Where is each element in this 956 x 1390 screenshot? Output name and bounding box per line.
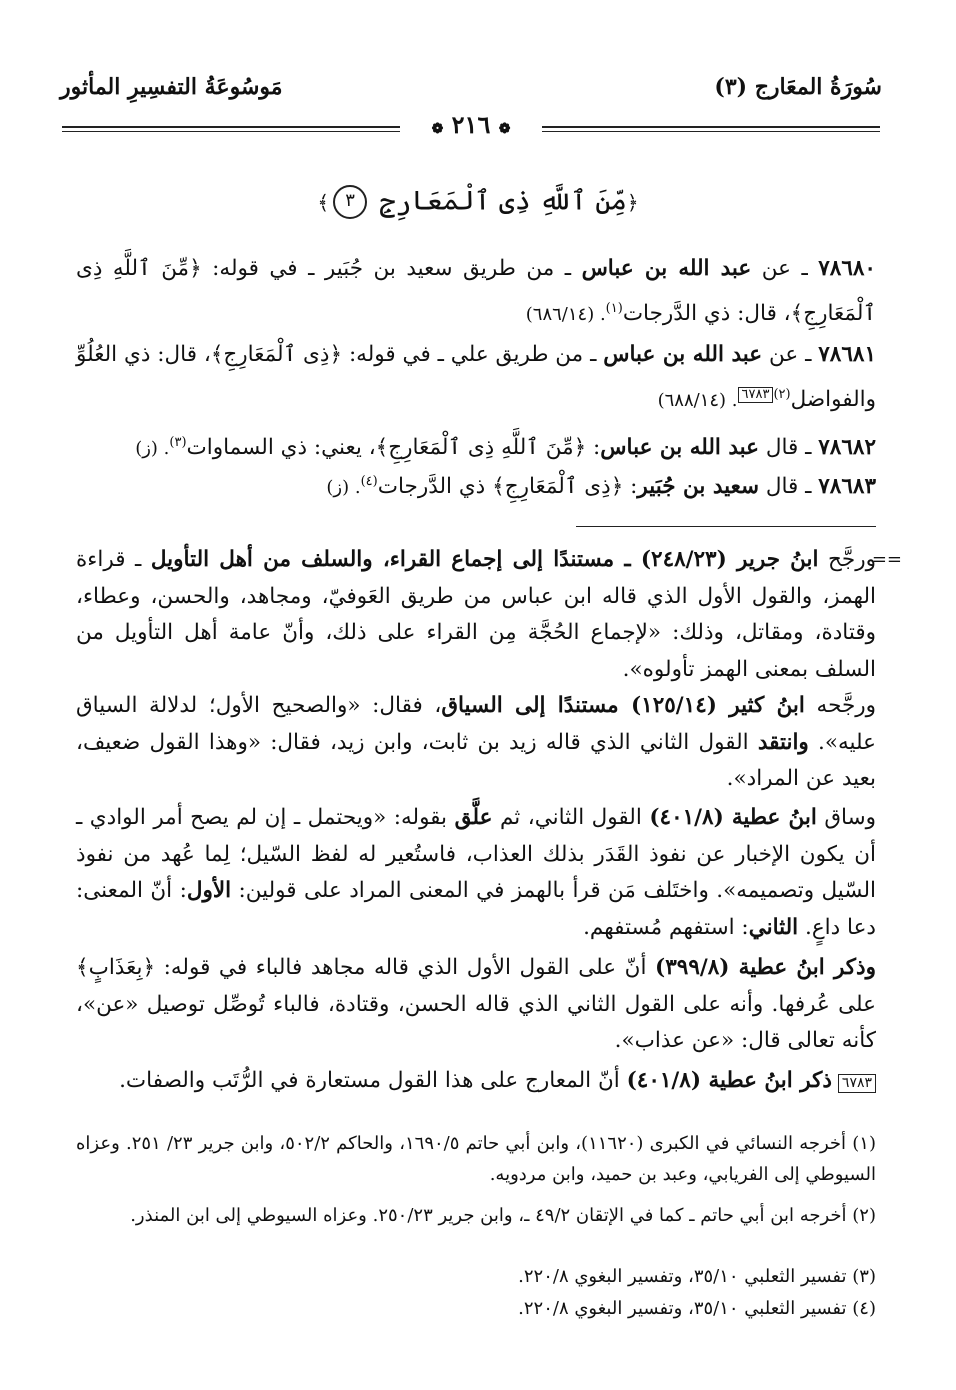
ornament-icon: ❁ — [498, 121, 511, 137]
entry-text: ، يعني: ذي السماوات — [186, 435, 376, 461]
commentary-ref-box: ٦٧٨٣ — [838, 1074, 876, 1093]
footnote-ref: (٤) — [360, 474, 378, 489]
commentary-bold: وذكر ابنُ عطية (٣٩٩/٨) — [655, 955, 876, 980]
entry-number: ٧٨٦٨٢ — [818, 435, 876, 461]
narration-entry — [76, 462, 876, 508]
commentary-text: وساق — [816, 805, 876, 830]
running-header — [60, 72, 882, 112]
rule-line — [542, 126, 880, 128]
footnote — [76, 1261, 876, 1292]
entry-text: ـ عن — [762, 342, 819, 367]
footnote — [76, 1293, 876, 1324]
entry-number: ٧٨٦٨١ — [818, 342, 876, 367]
commentary-text: أنّ المعارج على هذا القول مستعارة في الرُّتَب والصفات. — [119, 1068, 627, 1093]
commentary-text: ، فقال: «والصحيح الأول؛ لدلالة السياق عليه». — [76, 693, 876, 755]
commentary-bold: ابنُ كثير (١٢٥/١٤) مستندًا إلى السياق — [441, 693, 805, 718]
commentary-bold: علَّق — [454, 805, 493, 830]
commentary-text: القول الثاني، ثم — [492, 805, 650, 830]
commentary-text: القول الثاني الذي قاله زيد بن ثابت، وابن زيد، فقال: «وهذا القول ضعيف، بعيد عن المراد». — [76, 729, 876, 791]
commentary-text: على عُرفها. وأنه على القول الثاني الذي قاله الحسن، وقتادة، فالباء تُوصِّل توصيل «عن»، كأنه تعالى قال: «عن عذاب». — [76, 991, 876, 1053]
entry-number: ٧٨٦٨٣ — [818, 474, 876, 500]
surah-title: سُورَةُ المعَارج (٣) — [714, 74, 882, 100]
ornament-icon: ❁ — [431, 121, 444, 137]
entry-text: ـ من طريق علي ـ في قوله: — [342, 342, 604, 367]
footnote-ref: (٣) — [169, 435, 187, 450]
continuation-mark: == — [871, 549, 902, 570]
entry-text: ، قال: ذي العُلُوِّ والفواضل — [76, 342, 876, 413]
entry-number: ٧٨٦٨٠ — [818, 256, 876, 281]
entry-text: ، قال: ذي الدَّرجات — [622, 301, 791, 327]
entry-text: : — [623, 474, 638, 500]
volume-ref: . (٦٨٦/١٤) — [525, 304, 606, 326]
commentary-paragraph — [76, 688, 876, 798]
book-title: مَوسُوعَةُ التفسِيرِ المأثور — [60, 74, 283, 100]
narration-entry — [76, 249, 876, 335]
commentary-text: ورجَّح — [818, 547, 876, 572]
commentary-text: ـ قراءة الهمز، والقول الأول الذي قاله ابن عباس من طريق العَوفيّ، ومجاهد، والحسن، وعطاء، وقتادة، ومقاتل، وذلك: «لإجماع الحُجَّة مِن القراء على ذلك، وأنّ عامة أهل التأويل من السلف بمعنى الهمز تأولوه». — [76, 547, 876, 682]
narrator-name: سعيد بن جُبَير — [637, 474, 759, 500]
narrator-name: عبد الله بن عباس — [581, 256, 752, 281]
footnote-ref: (١) — [605, 301, 623, 316]
footnote — [76, 1200, 876, 1231]
verse-text: مِّنَ ٱللَّهِ ذِى ٱلْمَعَارِجِ — [379, 185, 627, 217]
commentary-bold: الأول — [186, 878, 232, 903]
entry-text: ـ قال — [758, 474, 819, 500]
footnote-text: (٣) تفسير الثعلبي ٣٥/١٠، وتفسير البغوي ٢٢٠/٨. — [518, 1266, 876, 1287]
entry-text: : — [586, 435, 601, 461]
narrator-name: عبد الله بن عباس — [603, 342, 763, 367]
narration-entry — [76, 335, 876, 421]
rule-line — [542, 131, 880, 132]
commentary-bold: وانتقد — [757, 729, 809, 755]
verse-open-bracket: ﴿ — [626, 190, 639, 215]
volume-ref: . (ز) — [135, 438, 170, 460]
commentary-paragraph — [76, 800, 876, 946]
footnote-text: (١) أخرجه النسائي في الكبرى (١١٦٢٠)، وابن أبي حاتم ١٦٩٠/٥، والحاكم ٥٠٢/٢، وابن جرير ٢٣/ ٢٥١. وعزاه السيوطي إلى الفريابي، وعبد بن حميد، وابن مردويه. — [76, 1133, 876, 1185]
quran-quote: ﴿ذِى ٱلْمَعَارِجِ﴾ — [210, 342, 343, 367]
commentary-text: : أنّ المعنى: دعا داعٍ. — [76, 878, 876, 940]
page-number: ٢١٦ — [451, 110, 491, 139]
narrator-name: عبد الله بن عباس — [600, 435, 759, 461]
commentary-bold: ابنُ عطية (٤٠١/٨) — [649, 805, 817, 830]
page-number-box — [432, 110, 511, 139]
footnote-ref: (٢) — [773, 387, 791, 402]
rule-line — [62, 131, 400, 132]
entry-text: ـ عن — [751, 256, 819, 281]
quran-quote: ﴿مِّنَ ٱللَّهِ ذِى ٱلْمَعَارِجِ﴾ — [375, 435, 587, 461]
quran-quote: ﴿بِعَذَابٍ﴾ — [76, 955, 156, 980]
quran-quote: ﴿مِّنَ ٱللَّهِ ذِى ٱلْمَعَارِجِ﴾ — [76, 256, 876, 327]
commentary-text: بقوله: «ويحتمل ـ إن لم يصح أمر الوادي ـ أن يكون الإخبار عن نفوذ القَدَر بذلك العذاب، فاستُعير له لفظ السّيل؛ لِما عُهد من نفوذ السّيل وتصميمه». واختَلف مَن قرأ بالهمز في المعنى المراد على قولين: — [76, 805, 877, 903]
footnote-text: (٤) تفسير الثعلبي ٣٥/١٠، وتفسير البغوي ٢٢٠/٨. — [518, 1298, 876, 1319]
volume-ref: . (ز) — [326, 477, 361, 499]
volume-ref: . (٦٨٨/١٤) — [657, 390, 738, 412]
verse-close-bracket: ﴾ — [317, 190, 330, 215]
footnote-text: (٢) أخرجه ابن أبي حاتم ـ كما في الإتقان ٤٩/٢ ـ، وابن جرير ٢٥٠/٢٣. وعزاه السيوطي إلى ابن المنذر. — [130, 1205, 876, 1226]
entry-text: ـ قال — [758, 435, 819, 461]
commentary-ref-box: ٦٧٨٣ — [738, 387, 774, 403]
header-rule — [62, 112, 880, 142]
commentary-paragraph — [76, 950, 876, 1060]
commentary-bold: ذكر ابنُ عطية (٤٠١/٨) — [626, 1068, 832, 1093]
rule-line — [62, 126, 400, 128]
entry-text: ـ من طريق سعيد بن جُبَير ـ في قوله: — [201, 256, 582, 281]
verse-heading — [0, 185, 956, 219]
commentary-paragraph — [76, 1063, 876, 1100]
entry-text: ذي الدَّرجات — [377, 474, 493, 500]
footnote — [76, 1128, 876, 1190]
commentary-bold: الثاني — [748, 914, 799, 940]
commentary-text: ورجَّحه — [804, 693, 877, 718]
commentary-separator — [576, 526, 876, 527]
commentary-paragraph — [76, 542, 902, 688]
verse-number-icon: ٣ — [333, 185, 367, 219]
quran-quote: ﴿ذِى ٱلْمَعَارِجِ﴾ — [492, 474, 624, 500]
commentary-bold: ابنُ جرير (٢٤٨/٢٣) ـ مستندًا إلى إجماع القراء، والسلف من أهل التأويل — [150, 547, 819, 572]
commentary-text: : استفهم مُستفهم. — [583, 914, 749, 940]
commentary-text: أنّ على القول الأول الذي قاله مجاهد فالباء في قوله: — [155, 955, 656, 980]
